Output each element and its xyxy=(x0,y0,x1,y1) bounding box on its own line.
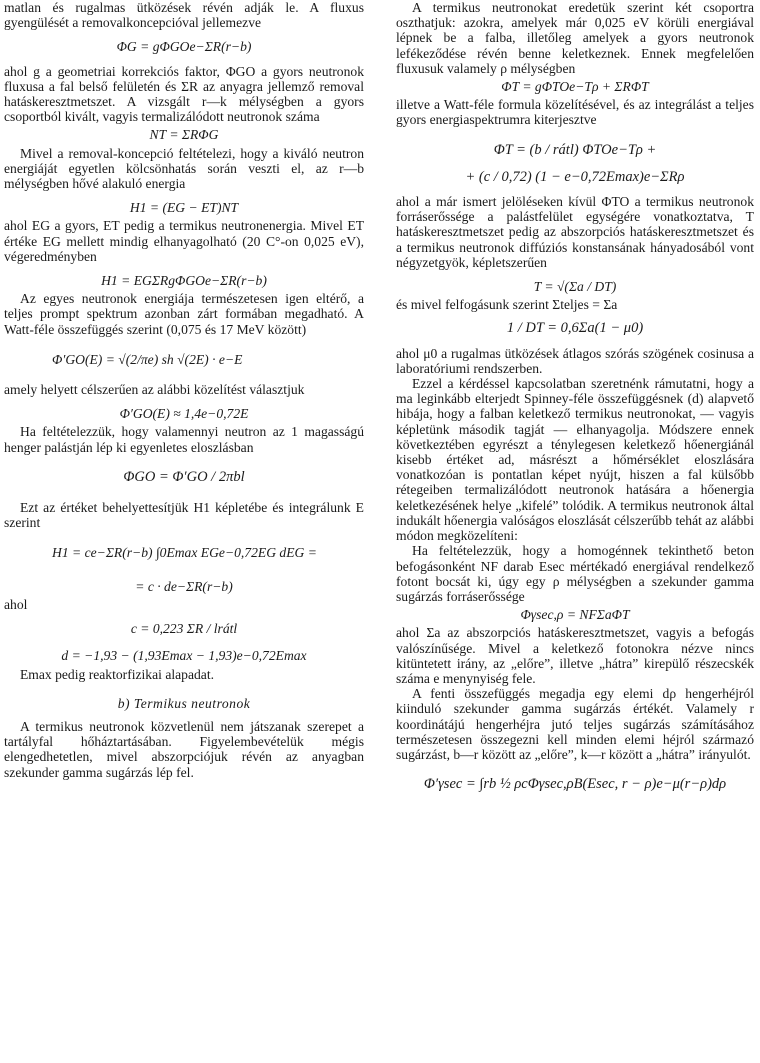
equation: H1 = EGΣRgΦGOe−ΣR(r−b) xyxy=(101,273,267,289)
paragraph: és mivel felfogásunk szerint Σteljes = Σa xyxy=(396,297,618,313)
paragraph: A termikus neutronok közvetlenül nem játszanak szerepet a tartályfal hőháztartásában. Figyelembevételük mégis elengedhetetlen, mivel abszorpciójuk révén az anyagban szekunder gamma sugárzás lép fel. xyxy=(4,718,364,780)
paragraph: matlan és rugalmas ütközések révén adják le. A fluxus gyengülését a removalkoncepcióval jellemezve xyxy=(4,0,364,31)
paragraph: ahol Σa az abszorpciós hatáskeresztmetszet, vagyis a befogás valószínűsége. Mivel a keletkező fotonokra nézve nincs kitüntetett irány, az „előre”, illetve „hátra” kirepülő részecskék száma e menynyiség fele. xyxy=(396,625,754,686)
paragraph: ahol a már ismert jelöléseken kívül ΦTO a termikus neutronok forráserőssége a palástfelület egységére vonatkoztatva, T hatáskeresztmetszet pedig az abszorpciós hatáskeresztmetszet és a termikus neutronok diffúziós konstansának hányadosából vont négyzetgyök, képletszerűen xyxy=(396,194,754,270)
equation: T = √(Σa / DT) xyxy=(533,279,617,295)
paragraph: ahol xyxy=(4,596,28,612)
equation: ΦG = gΦGOe−ΣR(r−b) xyxy=(116,39,252,55)
left-column xyxy=(4,0,364,780)
right-column xyxy=(396,0,754,795)
paragraph: Ezt az értéket behelyettesítjük H1 képletébe és integrálunk E szerint xyxy=(4,500,364,531)
paragraph: Emax pedig reaktorfizikai alapadat. xyxy=(20,666,214,682)
equation: H1 = (EG − ET)NT xyxy=(129,200,239,216)
section-heading: b) Termikus neutronok xyxy=(117,695,251,711)
paragraph: ahol g a geometriai korrekciós faktor, ΦGO a gyors neutronok fluxusa a fal belső felületén és ΣR az anyagra jellemző removal hatáskeresztmetszet. A vizsgált r—k mélységben a gyors csoportból kivált, vagyis termalizálódott neutronok száma xyxy=(4,63,364,125)
paragraph: A fenti összefüggés megadja egy elemi dρ hengerhéjról kiinduló szekunder gamma sugárzás értékét. Valamely r koordinátájú hengerhéjra jutó teljes sugárzás számításához természetesen összegezni kell minden elemi héjról származó sugárzást, b—r között az „előre”, k—r között a „hátra” irányulót. xyxy=(396,686,754,762)
paragraph: amely helyett célszerűen az alábbi közelítést választjuk xyxy=(4,382,305,398)
equation: + (c / 0,72) (1 − e−0,72Emax)e−ΣRρ xyxy=(465,168,685,185)
paragraph: ahol EG a gyors, ET pedig a termikus neutronenergia. Mivel ET értéke EG mellett mindig elhanyagolható (20 C°-on 0,025 eV), végeredményben xyxy=(4,218,364,264)
equation: ΦT = gΦTOe−Tρ + ΣRΦT xyxy=(501,79,649,95)
paragraph: Az egyes neutronok energiája természetesen igen eltérő, a teljes prompt spektrum azonban zárt formában megadható. A Watt-féle összefüggés szerint (0,075 és 17 MeV között) xyxy=(4,291,364,337)
paragraph: illetve a Watt-féle formula közelítésével, és az integrálást a teljes gyors energiaspektrumra kiterjesztve xyxy=(396,97,754,128)
equation: Φ′γsec = ∫rb ½ ρcΦγsec,ρB(Esec, r − ρ)e−μ(r−ρ)dρ xyxy=(423,776,727,793)
equation: H1 = ce−ΣR(r−b) ∫0Emax EGe−0,72EG dEG = xyxy=(52,545,317,561)
paragraph: Ha feltételezzük, hogy valamennyi neutron az 1 magasságú henger palástján lép ki egyenletes eloszlásban xyxy=(4,424,364,455)
equation: c = 0,223 ΣR / lrátl xyxy=(130,621,238,637)
equation: = c · de−ΣR(r−b) xyxy=(135,578,233,594)
equation: Φ′GO(E) = √(2/πe) sh √(2E) · e−E xyxy=(52,351,243,367)
paragraph: Ha feltételezzük, hogy a homogénnek tekinthető beton befogásonként NF darab Esec mértékadó energiával rendelkező fotont bocsát ki, úgy egy ρ mélységben a szekunder gamma sugárzás forráserőssége xyxy=(396,543,754,604)
paragraph: Ezzel a kérdéssel kapcsolatban szeretnénk rámutatni, hogy a ma leginkább elterjedt Spinney-féle összefüggésnek (d) alapvető hibája, hogy a falban keletkező termikus neutronokat, — vagyis képletünk második tagját — elhanyagolja. Módszere ennek következtében egyrészt a ténylegesen keletkező hőenergiánál kisebb értéket ad, másrészt a hőmérséklet eloszlására vonatkozóan is pontatlan képet nyújt, hiszen a fal külsőbb rétegeiben termalizálódott neutronok hatására a hőenergia keletkezésének helye „kifelé” tolódik. A termikus neutronok által indukált hőenergia valóságos eloszlását célszerűbb tehát az alábbi módon megközelíteni: xyxy=(396,376,754,544)
equation: NT = ΣRΦG xyxy=(149,127,219,143)
paragraph: A termikus neutronokat eredetük szerint két csoportra oszthatjuk: azokra, amelyek már 0,025 eV körüli energiával lépnek be a falba, illetőleg amelyek a gyors neutronok lefékeződése révén benne keletkeznek. Ennek megfelelően fluxusuk valamely ρ mélységben xyxy=(396,0,754,76)
paragraph: ahol μ0 a rugalmas ütközések átlagos szórás szögének cosinusa a laboratóriumi rendszerben. xyxy=(396,345,754,376)
equation: Φγsec,ρ = NFΣaΦT xyxy=(520,607,630,623)
equation: Φ′GO(E) ≈ 1,4e−0,72E xyxy=(119,406,249,422)
equation: ΦT = (b / rátl) ΦTOe−Tρ + xyxy=(493,141,657,158)
equation: d = −1,93 − (1,93Emax − 1,93)e−0,72Emax xyxy=(61,648,307,664)
equation: 1 / DT = 0,6Σa(1 − μ0) xyxy=(506,320,644,337)
equation: ΦGO = Φ′GO / 2πbl xyxy=(123,468,245,485)
paragraph: Mivel a removal-koncepció feltételezi, hogy a kiváló neutron energiáját egyetlen kölcsönhatás során veszti el, az r—b mélységben hővé alakuló energia xyxy=(4,145,364,192)
